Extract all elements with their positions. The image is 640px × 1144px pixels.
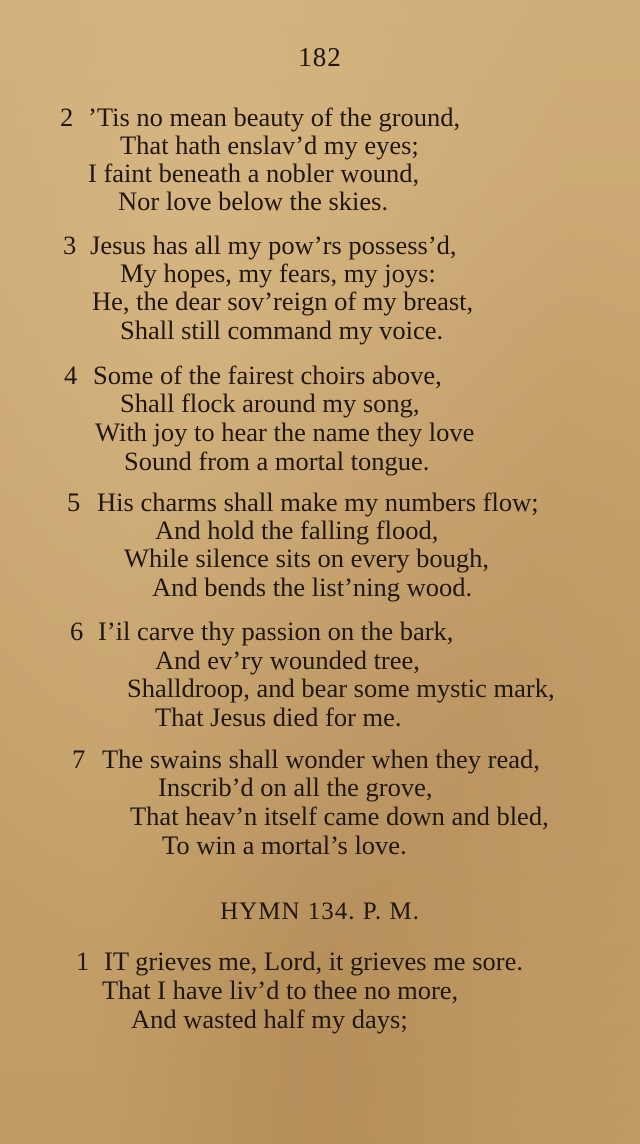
stanza-number: 2 (60, 102, 74, 132)
stanza-line: Shall still command my voice. (120, 315, 444, 345)
stanza-line: Inscrib’d on all the grove, (158, 772, 433, 802)
hymn-title: HYMN 134. P. M. (220, 898, 420, 925)
stanza-line: That I have liv’d to thee no more, (102, 975, 459, 1005)
stanza-line: Sound from a mortal tongue. (124, 446, 430, 476)
stanza-line: And ev’ry wounded tree, (155, 645, 420, 675)
stanza-line: To win a mortal’s love. (162, 830, 407, 860)
stanza-line: That Jesus died for me. (155, 702, 402, 732)
stanza-line: While silence sits on every bough, (124, 543, 490, 573)
stanza-line: My hopes, my fears, my joys: (120, 258, 436, 288)
stanza-number: 6 (70, 616, 84, 646)
stanza-number: 5 (67, 487, 81, 517)
stanza-line: ’Tis no mean beauty of the ground, (88, 102, 461, 132)
stanza-line: I’il carve thy passion on the bark, (98, 616, 454, 646)
stanza-line: He, the dear sov’reign of my breast, (92, 286, 474, 316)
page-number: 182 (298, 42, 342, 72)
stanza-line: And bends the list’ning wood. (152, 572, 473, 602)
stanza-line: That heav’n itself came down and bled, (130, 801, 549, 831)
stanza-line: With joy to hear the name they love (95, 417, 475, 447)
stanza-line: Shall flock around my song, (120, 388, 420, 418)
stanza-line: I faint beneath a nobler wound, (88, 158, 420, 188)
stanza-number: 4 (64, 360, 78, 390)
stanza-line: Shalldroop, and bear some mystic mark, (127, 673, 555, 703)
stanza-line: The swains shall wonder when they read, (102, 744, 540, 774)
stanza-number: 1 (76, 946, 90, 976)
stanza-line: And wasted half my days; (131, 1004, 408, 1034)
stanza-line: IT grieves me, Lord, it grieves me sore. (104, 946, 523, 976)
stanza-number: 7 (72, 744, 86, 774)
stanza-line: His charms shall make my numbers flow; (97, 487, 539, 517)
stanza-line: Jesus has all my pow’rs possess’d, (90, 230, 457, 260)
stanza-line: And hold the falling flood, (155, 515, 439, 545)
stanza-line: Some of the fairest choirs above, (93, 360, 442, 390)
stanza-line: Nor love below the skies. (118, 186, 389, 216)
stanza-line: That hath enslav’d my eyes; (120, 130, 419, 160)
stanza-number: 3 (63, 230, 77, 260)
